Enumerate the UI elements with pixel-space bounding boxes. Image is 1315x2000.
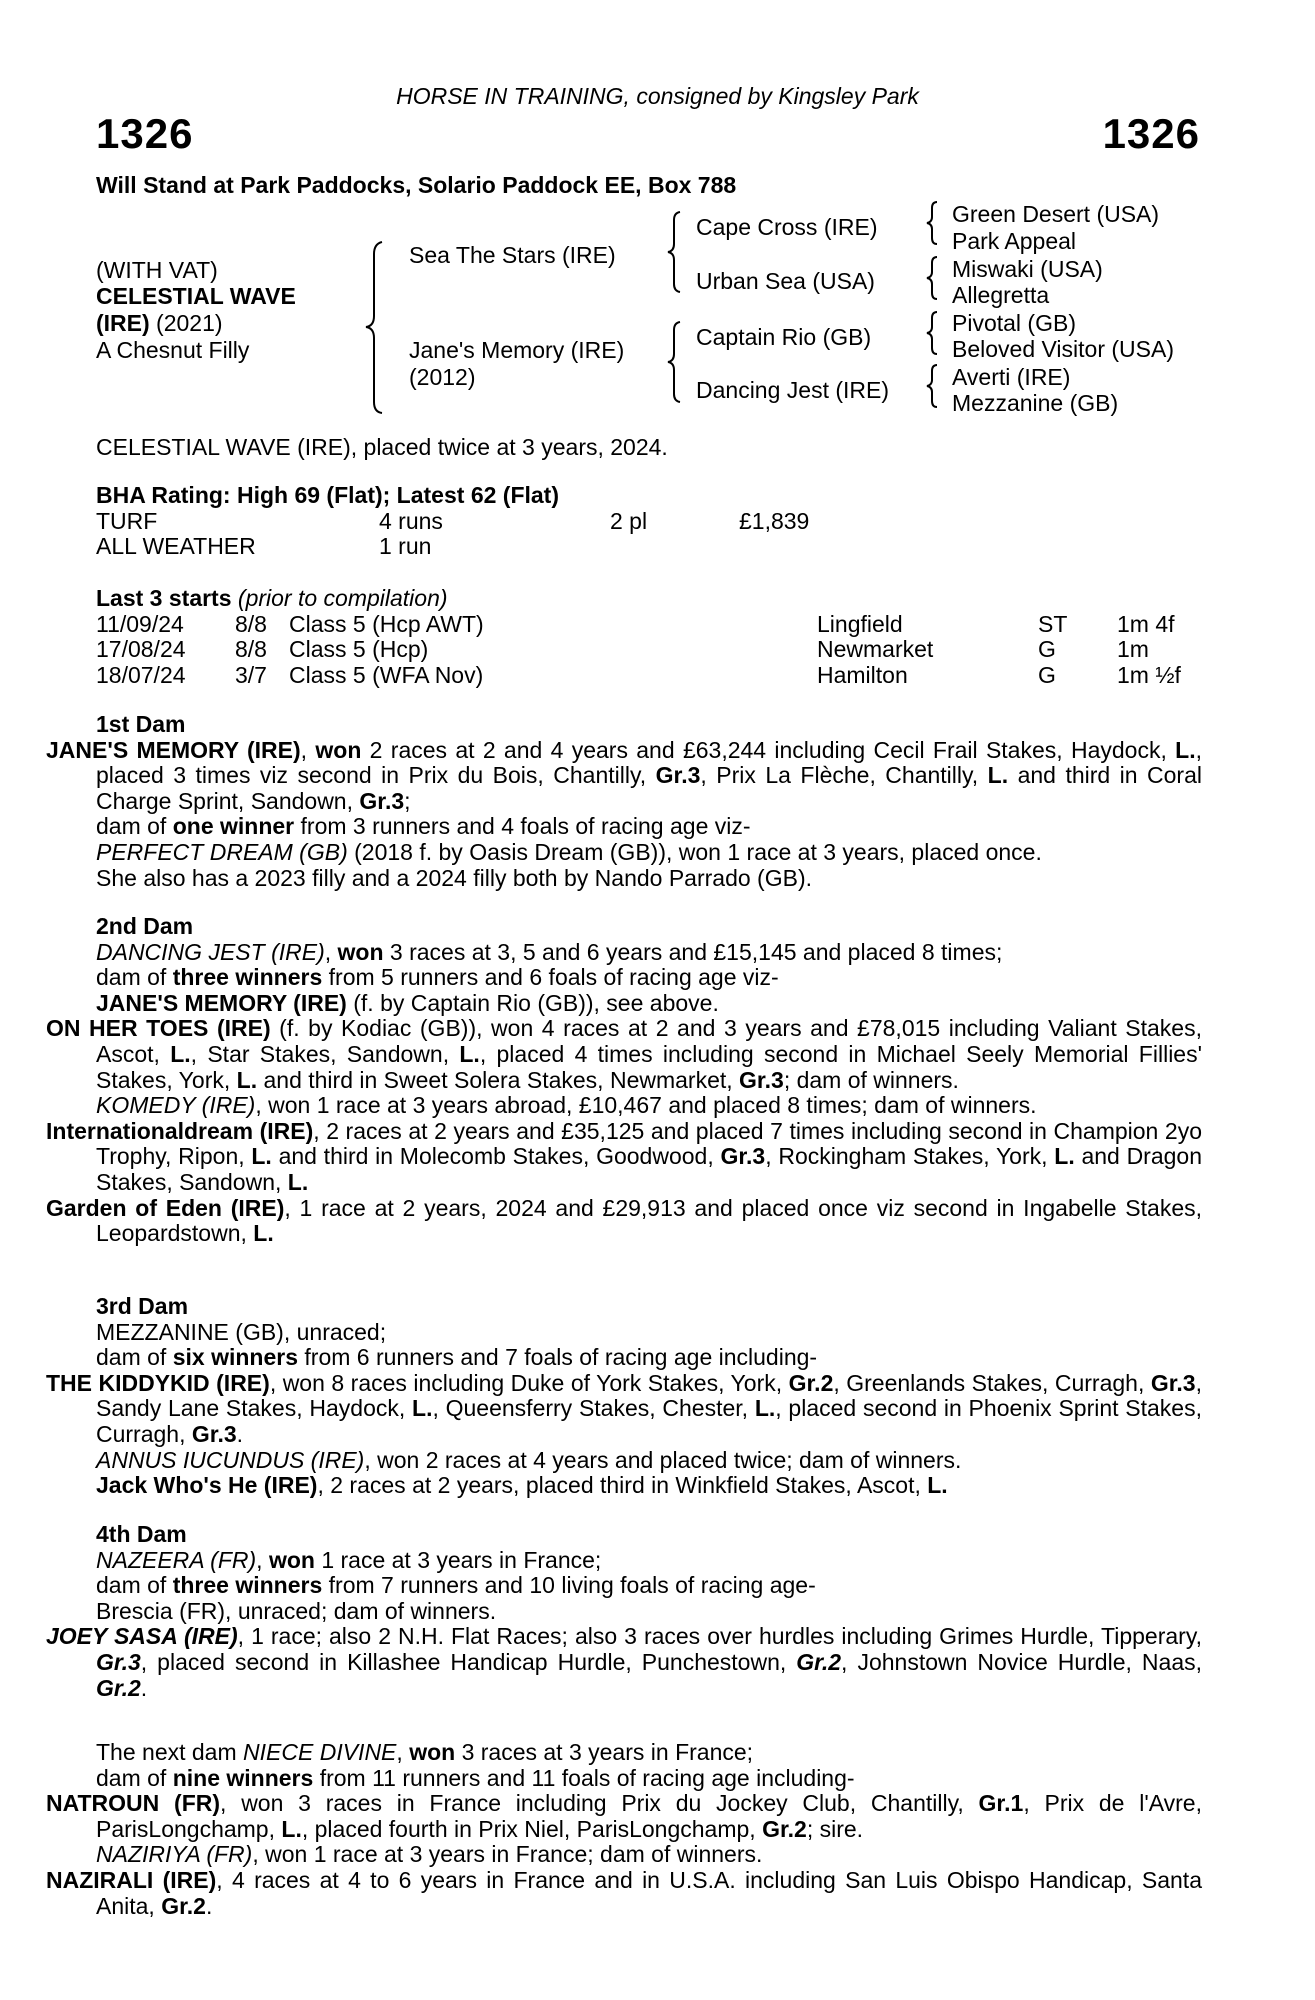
first-dam-title: 1st Dam — [96, 711, 186, 737]
start-date: 17/08/24 — [96, 636, 186, 663]
start-course: Newmarket — [817, 636, 934, 663]
start-going: G — [1038, 636, 1056, 663]
start-race: Class 5 (WFA Nov) — [289, 661, 484, 688]
start-race: Class 5 (Hcp AWT) — [289, 610, 484, 637]
second-dam-progeny-2: ON HER TOES (IRE) (f. by Kodiac (GB)), won 4 races at 2 and 3 years and £78,015 including Valiant Stakes, Ascot, L., Star Stakes, Sandown, L., placed 4 times including second in Michael Seely Memorial Fillies' Stakes, York, L. and third in Sweet Solera Stakes, Newmarket, Gr.3; dam of winners. — [46, 1015, 1202, 1093]
lot-number-left: 1326 — [96, 110, 194, 157]
first-dam-record: JANE'S MEMORY (IRE), won 2 races at 2 and 4 years and £63,244 including Cecil Frail Stakes, Haydock, L., placed 3 times viz second in Prix du Bois, Chantilly, Gr.3, Prix La Flèche, Chantilly, L. and third in Coral Charge Sprint, Sandown, Gr.3; — [46, 736, 1202, 814]
pedigree-g6: Beloved Visitor (USA) — [952, 336, 1174, 362]
horse-description: A Chesnut Filly — [96, 337, 250, 363]
second-dam-grandprogeny-2: Garden of Eden (IRE), 1 race at 2 years, 2024 and £29,913 and placed once viz second in Ingabelle Stakes, Leopardstown, L. — [46, 1194, 1203, 1247]
first-dam-progeny: PERFECT DREAM (GB) (2018 f. by Oasis Dream (GB)), won 1 race at 3 years, placed once. — [96, 838, 1042, 865]
rating-surface: TURF — [96, 507, 158, 534]
pedigree-g5: Pivotal (GB) — [952, 310, 1076, 336]
start-distance: 1m 4f — [1117, 610, 1175, 637]
next-dam-record: The next dam NIECE DIVINE, won 3 races at 3 years in France; — [96, 1739, 754, 1765]
pedigree-sire-brace — [662, 210, 686, 294]
fourth-dam-progeny-1: Brescia (FR), unraced; dam of winners. — [96, 1597, 497, 1624]
second-dam-record: DANCING JEST (IRE), won 3 races at 3, 5 and 6 years and £15,145 and placed 8 times; — [96, 938, 1003, 965]
start-position: 8/8 — [235, 636, 267, 663]
start-position: 8/8 — [235, 610, 267, 637]
third-dam-progeny-2: ANNUS IUCUNDUS (IRE), won 2 races at 4 years and placed twice; dam of winners. — [96, 1446, 962, 1473]
first-dam-section — [46, 711, 1202, 891]
pedigree-g3: Miswaki (USA) — [952, 256, 1103, 282]
rating-section — [96, 483, 1202, 560]
second-dam-section — [46, 913, 1203, 1247]
third-dam-grandprogeny-1: Jack Who's He (IRE), 2 races at 2 years, placed third in Winkfield Stakes, Ascot, L. — [96, 1472, 948, 1499]
fourth-dam-title: 4th Dam — [96, 1521, 187, 1547]
pedigree-dam-dam: Dancing Jest (IRE) — [696, 377, 890, 403]
start-course: Lingfield — [817, 610, 903, 637]
pedigree-g8: Mezzanine (GB) — [952, 390, 1119, 416]
pedigree-brace-g4 — [922, 363, 942, 409]
fourth-dam-record: NAZEERA (FR), won 1 race at 3 years in France; — [96, 1546, 602, 1573]
horse-name: CELESTIAL WAVE — [96, 283, 296, 309]
third-dam-title: 3rd Dam — [96, 1293, 189, 1319]
next-dam-grandprogeny-1: NAZIRALI (IRE), 4 races at 4 to 6 years in France and in U.S.A. including San Luis Obispo Handicap, Santa Anita, Gr.2. — [46, 1866, 1202, 1919]
pedigree-main-brace — [360, 240, 390, 415]
fourth-dam-produce: dam of three winners from 7 runners and 10 living foals of racing age- — [96, 1572, 816, 1599]
start-going: ST — [1038, 610, 1068, 637]
rating-runs: 1 run — [379, 533, 432, 560]
start-position: 3/7 — [235, 661, 267, 688]
pedigree-sire: Sea The Stars (IRE) — [409, 242, 616, 268]
pedigree-brace-g3 — [922, 310, 942, 356]
pedigree-sire-sire: Cape Cross (IRE) — [696, 214, 878, 240]
third-dam-section — [46, 1293, 1202, 1499]
start-date: 18/07/24 — [96, 661, 186, 688]
consignor-line: HORSE IN TRAINING, consigned by Kingsley Park — [396, 83, 919, 109]
start-race: Class 5 (Hcp) — [289, 636, 429, 663]
second-dam-grandprogeny-1: Internationaldream (IRE), 2 races at 2 years and £35,125 and placed 7 times including second in Champion 2yo Trophy, Ripon, L. and third in Molecomb Stakes, Goodwood, Gr.3, Rockingham Stakes, York, L. and Dragon Stakes, Sandown, L. — [46, 1117, 1203, 1195]
second-dam-title: 2nd Dam — [96, 913, 194, 939]
third-dam-record: MEZZANINE (GB), unraced; — [96, 1318, 387, 1345]
next-dam-produce: dam of nine winners from 11 runners and 11 foals of racing age including- — [96, 1764, 855, 1791]
pedigree-brace-g2 — [922, 255, 942, 301]
pedigree-brace-g1 — [922, 200, 942, 246]
third-dam-progeny-1: THE KIDDYKID (IRE), won 8 races including Duke of York Stakes, York, Gr.2, Greenlands Stakes, Curragh, Gr.3, Sandy Lane Stakes, Haydock, L., Queensferry Stakes, Chester, L., placed second in Phoenix Sprint Stakes, Curragh, Gr.3. — [46, 1369, 1202, 1447]
next-dam-section — [46, 1739, 1202, 1919]
pedigree-dam-sire: Captain Rio (GB) — [696, 324, 872, 350]
pedigree-g4: Allegretta — [952, 282, 1050, 308]
first-dam-produce: dam of one winner from 3 runners and 4 foals of racing age viz- — [96, 813, 751, 840]
pedigree-g7: Averti (IRE) — [952, 364, 1071, 390]
pedigree-dam: Jane's Memory (IRE) — [409, 337, 625, 363]
start-distance: 1m ½f — [1117, 661, 1181, 688]
horse-name-country-year — [96, 310, 223, 337]
next-dam-progeny-1: NATROUN (FR), won 3 races in France including Prix du Jockey Club, Chantilly, Gr.1, Prix de l'Avre, ParisLongchamp, L., placed fourth in Prix Niel, ParisLongchamp, Gr.2; sire. — [46, 1790, 1202, 1842]
start-distance: 1m — [1117, 636, 1149, 663]
start-row — [96, 663, 1202, 689]
pedigree-g2: Park Appeal — [952, 228, 1077, 254]
stand-line: Will Stand at Park Paddocks, Solario Paddock EE, Box 788 — [96, 172, 737, 198]
fourth-dam-section — [46, 1521, 1202, 1701]
third-dam-produce: dam of six winners from 6 runners and 7 foals of racing age including- — [96, 1344, 818, 1371]
start-course: Hamilton — [817, 661, 908, 688]
rating-prize: £1,839 — [739, 507, 810, 534]
second-dam-produce: dam of three winners from 5 runners and 6 foals of racing age viz- — [96, 964, 779, 991]
last-starts-section — [96, 586, 1202, 688]
pedigree-dam-brace — [662, 320, 686, 404]
race-summary: CELESTIAL WAVE (IRE), placed twice at 3 years, 2024. — [96, 434, 668, 460]
start-going: G — [1038, 661, 1056, 688]
vat-label: (WITH VAT) — [96, 257, 218, 283]
second-dam-progeny-1: JANE'S MEMORY (IRE) (f. by Captain Rio (GB)), see above. — [96, 989, 719, 1016]
rating-row — [96, 534, 1202, 560]
second-dam-progeny-3: KOMEDY (IRE), won 1 race at 3 years abroad, £10,467 and placed 8 times; dam of winners. — [96, 1092, 1037, 1119]
lot-number-right: 1326 — [1102, 110, 1200, 157]
fourth-dam-grandprogeny-1: JOEY SASA (IRE), 1 race; also 2 N.H. Flat Races; also 3 races over hurdles including Grimes Hurdle, Tipperary, Gr.3, placed second in Killashee Handicap Hurdle, Punchestown, Gr.2, Johnstown Novice Hurdle, Naas, Gr.2. — [46, 1623, 1202, 1701]
pedigree-g1: Green Desert (USA) — [952, 201, 1160, 227]
rating-placed: 2 pl — [610, 507, 648, 534]
pedigree-sire-dam: Urban Sea (USA) — [696, 268, 875, 294]
start-row — [96, 612, 1202, 638]
start-row — [96, 637, 1202, 663]
last-starts-note: (prior to compilation) — [231, 585, 448, 611]
first-dam-also: She also has a 2023 filly and a 2024 filly both by Nando Parrado (GB). — [96, 864, 812, 891]
rating-title: BHA Rating: High 69 (Flat); Latest 62 (Flat) — [96, 482, 559, 508]
pedigree-dam-year: (2012) — [409, 364, 476, 390]
rating-row — [96, 509, 1202, 535]
next-dam-progeny-2: NAZIRIYA (FR), won 1 race at 3 years in France; dam of winners. — [96, 1841, 763, 1868]
rating-runs: 4 runs — [379, 507, 443, 534]
last-starts-title: Last 3 starts — [96, 585, 232, 611]
horse-country: (IRE) — [96, 310, 150, 336]
horse-year: (2021) — [149, 310, 223, 336]
start-date: 11/09/24 — [96, 610, 184, 637]
rating-surface: ALL WEATHER — [96, 533, 256, 560]
